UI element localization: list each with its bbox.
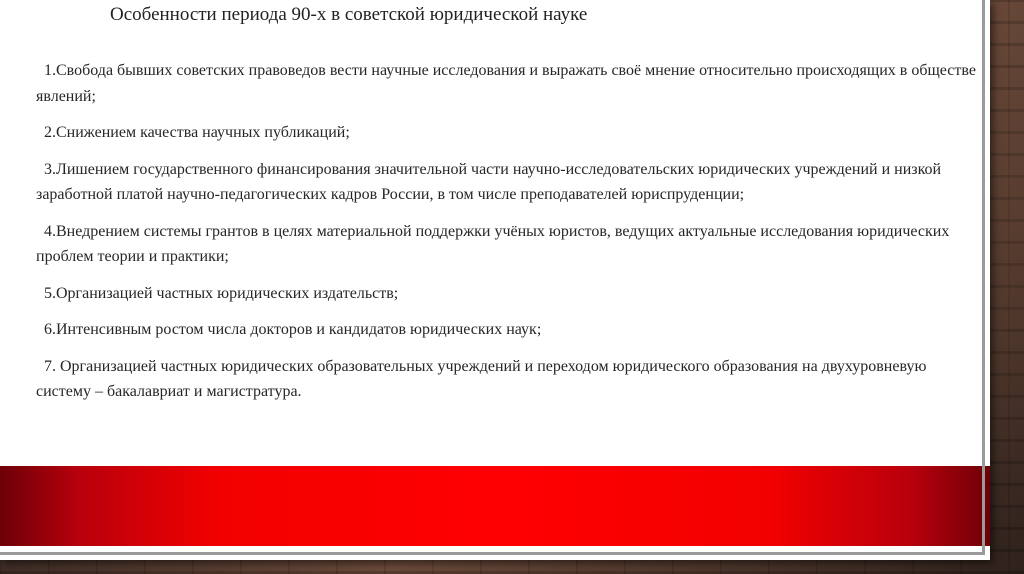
list-item-3: 3.Лишением государственного финансирования значительной части научно-исследовательских юридических учреждений и низкой заработной платой научно-педагогических кадров России, в том числе преподавателей юриспруденции; bbox=[36, 160, 942, 203]
decorative-red-band bbox=[0, 466, 990, 546]
slide-content-list bbox=[36, 58, 981, 416]
list-item-2: 2.Снижением качества научных публикаций; bbox=[44, 124, 350, 141]
list-item-4: 4.Внедрением системы грантов в целях материальной поддержки учёных юристов, ведущих актуальные исследования юридических проблем теории и практики; bbox=[36, 222, 950, 265]
list-item-5: 5.Организацией частных юридических издательств; bbox=[44, 284, 399, 302]
list-item-1: 1.Свобода бывших советских правоведов вести научные исследования и выражать своё мнение относительно происходящих в обществе явлений; bbox=[36, 62, 976, 105]
slide-title: Особенности периода 90-х в советской юридической науке bbox=[110, 4, 588, 25]
list-item-6: 6.Интенсивным ростом числа докторов и кандидатов юридических наук; bbox=[44, 321, 542, 338]
list-item-7: 7. Организацией частных юридических образовательных учреждений и переходом юридического образования на двухуровневую систему – бакалавриат и магистратура. bbox=[36, 357, 927, 400]
